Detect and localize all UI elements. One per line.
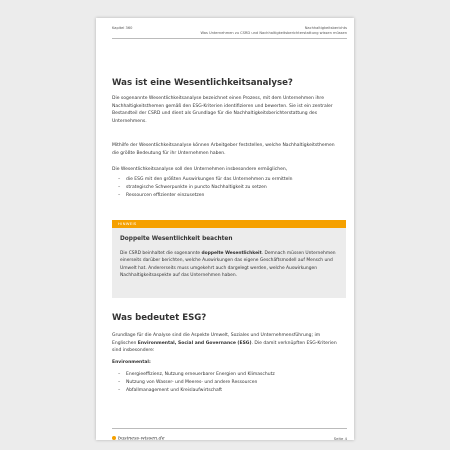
hint-box bbox=[112, 220, 346, 298]
analysis-goals-list bbox=[126, 176, 336, 199]
esg-text-end: . Die damit verknüpften ESG-Kriterien sind insbesondere: bbox=[112, 340, 337, 354]
hint-body-text: Die CSRD beinhaltet die sogenannte bbox=[120, 251, 202, 256]
hint-label: HINWEIS bbox=[112, 220, 346, 228]
list-item: – die ESG mit den größten Auswirkungen für das Unternehmen zu ermitteln bbox=[126, 176, 336, 184]
esg-text: Grundlage für die Analyse sind die Aspekte Umwelt, Soziales und Unternehmensführung; im Englischen bbox=[112, 333, 321, 346]
header-subtitle: Was Unternehmen zu CSRD und Nachhaltigkeitsberichterstattung wissen müssen bbox=[200, 31, 347, 35]
list-item: – Nutzung von Wasser- und Meeres- und andere Ressourcen bbox=[126, 379, 336, 387]
logo-text: business-wissen.de bbox=[118, 436, 165, 442]
hint-body bbox=[120, 250, 342, 279]
paragraph-purpose: Mithilfe der Wesentlichkeitsanalyse können Arbeitgeber feststellen, welche Nachhaltigkeitsthemen die größte Bedeutung für ihr Unternehmen haben. bbox=[112, 143, 335, 156]
paragraph-intro-list: Die Wesentlichkeitsanalyse soll den Unternehmen insbesondere ermöglichen, bbox=[112, 167, 288, 172]
paragraph-definition: Die sogenannte Wesentlichkeitsanalyse bezeichnet einen Prozess, mit dem Unternehmen ihre Nachhaltigkeitsthemen gemäß den ESG-Kriterien identifizieren und bewerten. Sie ist ein zentraler Bestandteil der CSRD und dient als Grundlage für die Nachhaltigkeitsberichterstattung des Unternehmens. bbox=[112, 96, 333, 124]
environmental-list bbox=[126, 371, 336, 394]
chapter-label: Kapitel 360 bbox=[112, 26, 133, 30]
hint-body-text-end: . Demnach müssen Unternehmen einerseits darüber berichten, welche Auswirkungen das eigene Geschäftsmodell auf Mensch und Umwelt hat. Andererseits muss umgekehrt auch dargelegt werden, welche Auswirkungen Nachhaltigkeitsaspekte auf das Unternehmen haben. bbox=[120, 251, 336, 278]
document-page bbox=[96, 18, 354, 440]
section-title-esg: Was bedeutet ESG? bbox=[112, 313, 207, 323]
paragraph-esg bbox=[112, 332, 342, 355]
esg-text-bold: Environmental, Social and Governance (ESG) bbox=[137, 340, 252, 346]
page-footer bbox=[112, 428, 347, 442]
section-label: Nachhaltigkeitsberichts bbox=[304, 26, 347, 30]
hint-body-bold: doppelte Wesentlichkeit bbox=[201, 251, 262, 256]
header-divider bbox=[112, 38, 347, 39]
list-item: – Energieeffizienz, Nutzung erneuerbarer Energien und Klimaschutz bbox=[126, 371, 336, 379]
hint-title: Doppelte Wesentlichkeit beachten bbox=[120, 236, 233, 242]
logo-dot-icon bbox=[112, 436, 116, 440]
environmental-label: Environmental: bbox=[112, 360, 151, 365]
list-item: – strategische Schwerpunkte in puncto Nachhaltigkeit zu setzen bbox=[126, 184, 336, 192]
list-item: – Abfallmanagement und Kreislaufwirtschaft bbox=[126, 387, 336, 395]
footer-logo bbox=[112, 436, 165, 442]
page-number: Seite 4 bbox=[333, 436, 347, 441]
section-title-wesentlichkeitsanalyse: Was ist eine Wesentlichkeitsanalyse? bbox=[112, 78, 293, 88]
list-item: – Ressourcen effizienter einzusetzen bbox=[126, 192, 336, 200]
